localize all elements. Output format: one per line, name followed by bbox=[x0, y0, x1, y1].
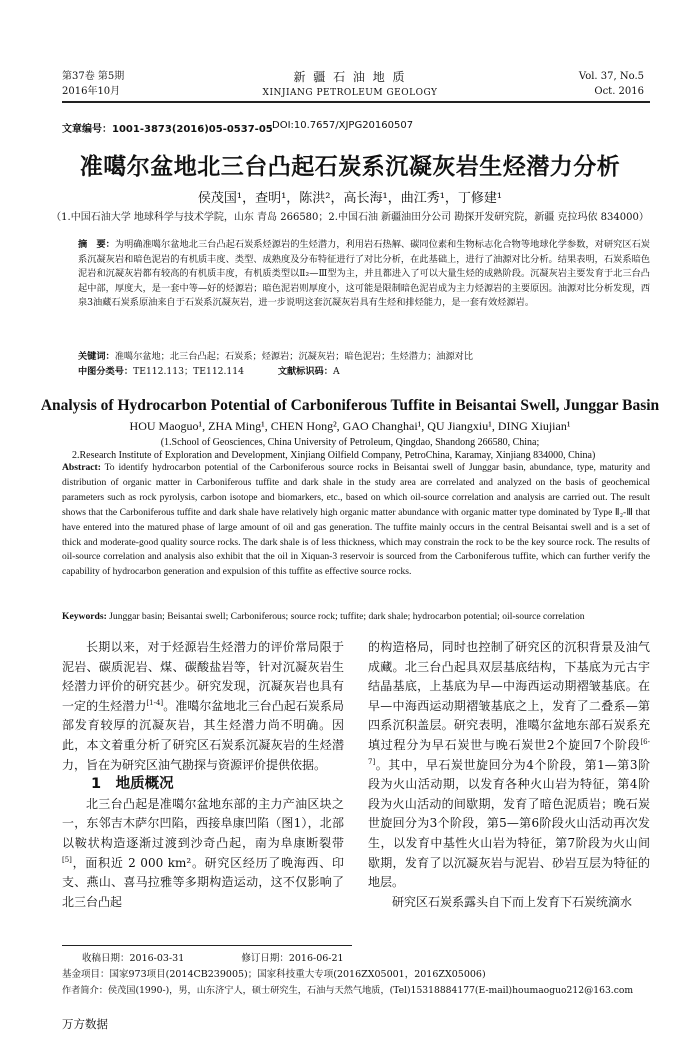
header-volume-en: Vol. 37, No.5 bbox=[578, 71, 644, 82]
abstract-cn bbox=[78, 238, 650, 311]
abstract-en-text: To identify hydrocarbon potential of the Carboniferous source rocks in Beisantai swell of Junggar basin, abundance, type, maturity and distribution of organic matter in Carboniferous tuffite and dark shale in the study area are correlated and analyzed on the basis of geochemical parameters such as rock pyrolysis, carbon isotope and biomarkers, etc., based on which oil-source correlation and analysis are carried out. The result shows that the Carboniferous tuffite and dark shale have relatively high organic matter abundance with organic matter type dominated by Type Ⅱ₂-Ⅲ that have entered into the matured phase of large amount of oil and gas generation. The tuffite mainly occurs in the central Beisantai swell and is a set of thick and moderate-good quality source rocks. The dark shale is of less thickness, which may constrain the rock to be the key source rock. The results of oil-source correlation and analysis also exhibit that the oil in Xiquan-3 reservoir is sourced from the Carboniferous tuffite, which can further verify the capability of hydrocarbon generation and expulsion of this tuffite as effective source rocks. bbox=[62, 462, 650, 578]
body-text: 。准噶尔盆地北三台凸起石炭系局部发育较厚的沉凝灰岩，其生烃潜力尚不明确。因此，本文着重分析了研究区石炭系沉凝灰岩的生烃潜力，旨在为研究区油气勘探与资源评价提供依据。 bbox=[62, 698, 344, 772]
doc-code-label: 文献标识码： bbox=[277, 366, 333, 377]
body-column-right bbox=[368, 638, 650, 912]
citation: [6-7] bbox=[368, 737, 650, 766]
body-text: 。其中，早石炭世旋回分为4个阶段，第1—第3阶段为火山活动期，以发育各种火山岩为特征，第4阶段为火山活动的间歇期，发育了暗色泥质岩；晚石炭世旋回分为3个阶段，第5—第6阶段火山活动再次发生，以发育中基性火山岩为特征，第7阶段为火山间歇期，发育了以沉凝灰岩与泥岩、砂岩互层为特征的地层。 bbox=[368, 757, 650, 890]
body-column-left bbox=[62, 638, 344, 912]
citation: [1-4] bbox=[146, 698, 164, 707]
classification-cn bbox=[78, 365, 650, 379]
doi: DOI:10.7657/XJPG20160507 bbox=[272, 120, 414, 131]
body-paragraph bbox=[62, 795, 344, 913]
footnote-funding: 基金项目：国家973项目(2014CB239005)；国家科技重大专项(2016ZX05001，2016ZX05006) bbox=[62, 969, 486, 980]
body-paragraph: 研究区石炭系露头自下而上发育下石炭统滴水 bbox=[392, 894, 633, 909]
footnote-author-bio: 作者简介：侯茂国(1990-)，男，山东济宁人，硕士研究生，石油与天然气地质，(Tel)15318884177(E-mail)houmaoguo212@163.com bbox=[62, 985, 634, 996]
affiliation-en-1: (1.School of Geosciences, China University of Petroleum, Qingdao, Shandong 266580, China; bbox=[160, 437, 540, 448]
affiliation-en-2: 2.Research Institute of Exploration and Development, Xinjiang Oilfield Company, PetroChina, Karamay, Xinjiang 834000, China) bbox=[72, 450, 596, 461]
keywords-en bbox=[62, 610, 650, 624]
header-volume-cn: 第37卷 第5期 bbox=[62, 71, 125, 82]
watermark: 万方数据 bbox=[62, 1017, 108, 1031]
authors-cn: 侯茂国¹，查明¹，陈洪²，高长海¹，曲江秀¹，丁修建¹ bbox=[197, 191, 503, 206]
header-date-en: Oct. 2016 bbox=[594, 86, 644, 97]
page-title-en: Analysis of Hydrocarbon Potential of Carboniferous Tuffite in Beisantai Swell, Junggar Basin bbox=[40, 397, 660, 414]
body-text: 北三台凸起是准噶尔盆地东部的主力产油区块之一，东邻吉木萨尔凹陷，西接阜康凹陷（图1），北部以鞍状构造逐渐过渡到沙奇凸起，南为阜康断裂带 bbox=[62, 796, 344, 850]
abstract-cn-text: 为明确准噶尔盆地北三台凸起石炭系烃源岩的生烃潜力，利用岩石热解、碳同位素和生物标志化合物等地球化学参数，对研究区石炭系沉凝灰岩和暗色泥岩的有机质丰度、类型、成熟度及分布特征进行了对比分析，在此基础上，进行了油源对比分析。结果表明，石炭系暗色泥岩和沉凝灰岩都有较高的有机质丰度，有机质类型以Ⅱ₂—Ⅲ型为主，并且都进入了可以大量生烃的成熟阶段。沉凝灰岩主要发育于北三台凸起中部，厚度大，是一套中等—好的烃源岩；暗色泥岩则厚度小，这可能是限制暗色泥岩成为主力烃源岩的主要原因。油源对比分析发现，西泉3油藏石炭系原油来自于石炭系沉凝灰岩，进一步说明这套沉凝灰岩具有生烃和排烃能力，是一套有效烃源岩。 bbox=[78, 239, 650, 309]
doc-code-value: A bbox=[332, 366, 340, 377]
body-text: 的构造格局，同时也控制了研究区的沉积背景及油气成藏。北三台凸起具双层基底结构，下基底为元古宇结晶基底，上基底为早—中海西运动期褶皱基底。在早—中海西运动期褶皱基底之上，发育了二叠系—第四系沉积盖层。研究表明，准噶尔盆地东部石炭系充填过程分为早石炭世与晚石炭世2个旋回7个阶段 bbox=[368, 640, 650, 752]
header-date-cn: 2016年10月 bbox=[62, 86, 121, 97]
citation: [5] bbox=[62, 855, 72, 864]
abstract-cn-label: 摘 要： bbox=[78, 239, 115, 250]
header-journal-cn: 新 疆 石 油 地 质 bbox=[293, 70, 407, 84]
header-journal-en: XINJIANG PETROLEUM GEOLOGY bbox=[262, 88, 438, 98]
footnote-dates bbox=[62, 951, 652, 967]
body-text: ，面积近 2 000 km²。研究区经历了晚海西、印支、燕山、喜马拉雅等多期构造运动，这不仅影响了北三台凸起 bbox=[62, 855, 344, 909]
body-paragraph bbox=[62, 638, 344, 775]
affiliation-cn: （1.中国石油大学 地球科学与技术学院，山东 青岛 266580；2.中国石油 新疆油田分公司 勘探开发研究院，新疆 克拉玛依 834000） bbox=[51, 212, 649, 223]
body-text: 长期以来，对于烃源岩生烃潜力的评价常局限于泥岩、碳质泥岩、煤、碳酸盐岩等，针对沉凝灰岩生烃潜力评价的研究甚少。研究发现，沉凝灰岩也具有一定的生烃潜力 bbox=[62, 640, 344, 713]
received-date: 收稿日期：2016-03-31 bbox=[82, 953, 185, 964]
header-rule bbox=[62, 101, 650, 103]
revised-date: 修订日期：2016-06-21 bbox=[241, 953, 344, 964]
keywords-cn bbox=[78, 350, 650, 364]
abstract-en bbox=[62, 461, 650, 580]
footnote-rule bbox=[62, 945, 352, 946]
keywords-en-text: Junggar basin; Beisantai swell; Carboniferous; source rock; tuffite; dark shale; hydrocarbon potential; oil-source correlation bbox=[106, 611, 585, 622]
keywords-cn-label: 关键词： bbox=[78, 351, 115, 362]
page-title-cn: 准噶尔盆地北三台凸起石炭系沉凝灰岩生烃潜力分析 bbox=[79, 154, 621, 180]
clc-value: TE112.113；TE112.114 bbox=[133, 366, 244, 377]
section-heading: 1 地质概况 bbox=[91, 776, 174, 793]
abstract-en-label: Abstract: bbox=[62, 462, 101, 473]
article-number: 文章编号：1001-3873(2016)05-0537-05 bbox=[62, 124, 273, 135]
body-paragraph bbox=[368, 638, 650, 893]
authors-en: HOU Maoguo¹, ZHA Ming¹, CHEN Hong², GAO Changhai¹, QU Jiangxiu¹, DING Xiujian¹ bbox=[129, 419, 571, 433]
keywords-cn-text: 准噶尔盆地；北三台凸起；石炭系；烃源岩；沉凝灰岩；暗色泥岩；生烃潜力；油源对比 bbox=[114, 351, 474, 362]
keywords-en-label: Keywords: bbox=[62, 611, 107, 622]
clc-label: 中图分类号： bbox=[78, 366, 134, 377]
